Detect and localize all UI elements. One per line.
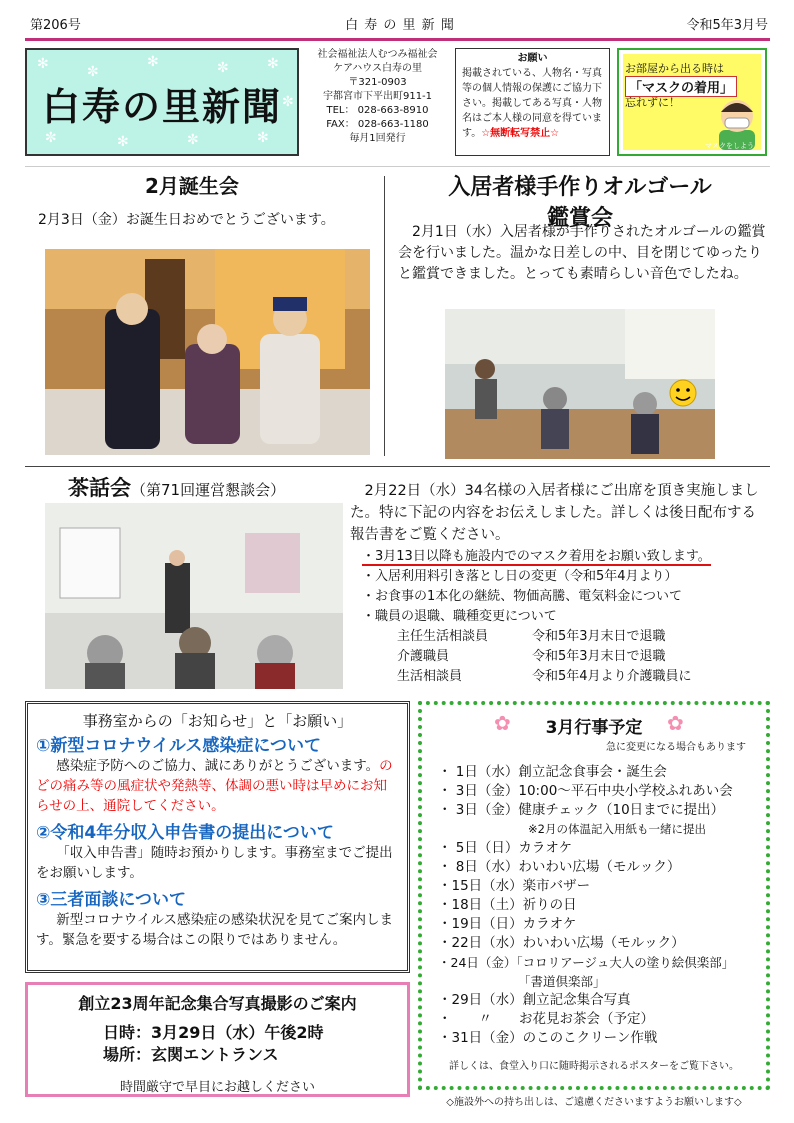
orgel-text: 2月1日（水）入居者様が手作りされたオルゴールの鑑賞会を行いました。温かな日差しの中、目を閉じてゆったりと鑑賞できました。とっても素晴らしい音色でしたね。 [398,224,766,282]
schedule-box [418,701,770,1090]
notice-text: 掲載されている、人物名・写真等の個人情報の保護にご協力下さい。掲載してある写真・人物名はご本人様の同意を得ています。 [462,68,602,139]
postal-code: 〒321‐0903 [348,77,407,88]
teaparty-item-mask: ・3月13日以降も施設内でのマスク着用をお願い致します。 [362,549,711,564]
privacy-notice [455,48,610,156]
schedule-item: ・ 3日（金）健康チェック（10日までに提出） [438,802,725,818]
office-section3-text: 新型コロナウイルス感染症の感染状況を見てご案内します。緊急を要する場合はこの限りではありません。 [36,912,393,948]
schedule-item-note: ※2月の体温記入用紙も一緒に提出 [528,822,706,836]
office-section2-text: 「収入申告書」随時お預かりします。事務室までご提出をお願いします。 [36,845,393,881]
notice-title: お願い [517,53,548,64]
org-name: 社会福祉法人むつみ福祉会 [317,49,438,60]
birthday-title: 2月誕生会 [145,174,239,198]
photo-event-note: 時間厳守で早目にお越しください [119,1080,315,1095]
schedule-list [422,763,766,1048]
schedule-item: ・24日（金）「コロリアージュ大人の塗り絵倶楽部」 [438,955,735,970]
schedule-item: ・15日（水）楽市バザー [438,878,591,894]
schedule-item: 「書道倶楽部」 [518,974,606,989]
schedule-item: ・ 5日（日）カラオケ [438,840,573,856]
teaparty-item-staff: ・職員の退職、職種変更について [362,609,557,624]
schedule-title: 3月行事予定 [545,718,643,738]
schedule-item: ・31日（金）のこのこクリーン作戦 [438,1030,658,1046]
facility-name: ケアハウス白寿の里 [333,63,422,74]
photo-event-datetime: 日時：3月29日（水）午後2時 [103,1023,324,1042]
paper-name: 白 寿 の 里 新 聞 [345,18,455,33]
office-section1-title: ①新型コロナウイルス感染症について [36,736,322,756]
teaparty-items [362,547,772,687]
schedule-item: ・ 〃 お花見お茶会（予定） [438,1011,654,1027]
fax: FAX： 028‐663‐1180 [326,119,429,130]
staff-row: 生活相談員 令和5年4月より介護職員に [397,669,692,684]
organization-info [305,48,450,146]
photo-event-place: 場所：玄関エントランス [103,1045,279,1064]
mask-line1: お部屋から出る時は [625,62,724,75]
office-section1-warning: のどの痛み等の風症状や発熱等、体調の悪い時は早めにお知らせの上、通院してください。 [36,758,393,814]
staff-row: 介護職員 令和5年3月末日で退職 [397,649,666,664]
mask-line3: 忘れずに！ [625,96,680,109]
header-rule [25,38,770,41]
photo-event-title: 創立23周年記念集合写真撮影のご案内 [78,994,357,1013]
issue-number: 第206号 [30,18,81,33]
section-rule [25,466,770,467]
address: 宇都宮市下平出町911‐1 [322,91,433,102]
birthday-photo [45,249,370,455]
mask-caption: マスクをしよう [705,142,754,150]
staff-row: 主任生活相談員 令和5年3月末日で退職 [397,629,666,644]
office-notice-box [25,701,410,973]
issue-date: 令和5年3月号 [686,18,768,33]
divider [25,166,770,167]
office-section1-text: 感染症予防へのご協力、誠にありがとうございます。 [56,758,380,774]
schedule-item: ・ 8日（水）わいわい広場（モルック） [438,859,681,875]
schedule-subnote: 急に変更になる場合もあります [606,742,746,753]
teaparty-title: 茶話会 [68,476,131,500]
orgel-photo [445,309,715,459]
teaparty-intro: 2月22日（水）34名様の入居者様にご出席を頂き実施しました。特に下記の内容をお伝えしました。詳しくは後日配布する報告書をご覧ください。 [350,483,759,543]
group-photo-notice [25,982,410,1097]
schedule-item: ・29日（水）創立記念集合写真 [438,992,631,1008]
flower-icon: ✿ [494,711,511,735]
tel: TEL： 028‐663‐8910 [326,105,429,116]
notice-warning: ☆無断転写禁止☆ [481,128,560,139]
schedule-item: ・19日（日）カラオケ [438,916,577,932]
office-section2-title: ②令和4年分収入申告書の提出について [36,823,334,843]
teaparty-photo [45,503,343,689]
frequency: 毎月1回発行 [349,133,406,144]
schedule-item: ・ 1日（水）創立記念食事会・誕生会 [438,764,667,780]
office-title: 事務室からの「お知らせ」と「お願い」 [82,712,353,730]
orgel-title-line2: 鑑賞会 [546,206,613,231]
schedule-item: ・18日（土）祈りの日 [438,897,577,913]
column-divider [384,176,385,456]
mask-reminder [617,48,767,156]
teaparty-heading [68,472,285,502]
bottom-note: ◇施設外への持ち出しは、ご遠慮くださいますようお願いします◇ [446,1097,742,1108]
schedule-item: ・ 3日（金）10:00～平石中央小学校ふれあい会 [438,783,733,799]
teaparty-item-meal: ・お食事の1本化の継続、物価高騰、電気料金について [362,589,683,604]
orgel-title-line1: 入居者様手作りオルゴール [448,175,712,200]
schedule-footer: 詳しくは、食堂入り口に随時掲示されるポスターをご覧下さい。 [449,1061,739,1072]
flower-icon: ✿ [667,711,684,735]
office-section3-title: ③三者面談について [36,890,187,910]
mask-line2: 「マスクの着用」 [625,76,737,97]
masthead-title: 白寿の里新聞 [41,85,282,129]
masthead-logo: ✻ ✼ ✻ ✼ ✻ ✼ ✻ ✼ ✻ ✼ 白寿の里新聞 [25,48,299,156]
teaparty-item-fee: ・入居利用料引き落とし日の変更（令和5年4月より） [362,569,678,584]
teaparty-subtitle: （第71回運営懇談会） [131,481,286,499]
birthday-text: 2月3日（金）お誕生日おめでとうございます。 [38,212,335,228]
schedule-item: ・22日（水）わいわい広場（モルック） [438,935,685,951]
